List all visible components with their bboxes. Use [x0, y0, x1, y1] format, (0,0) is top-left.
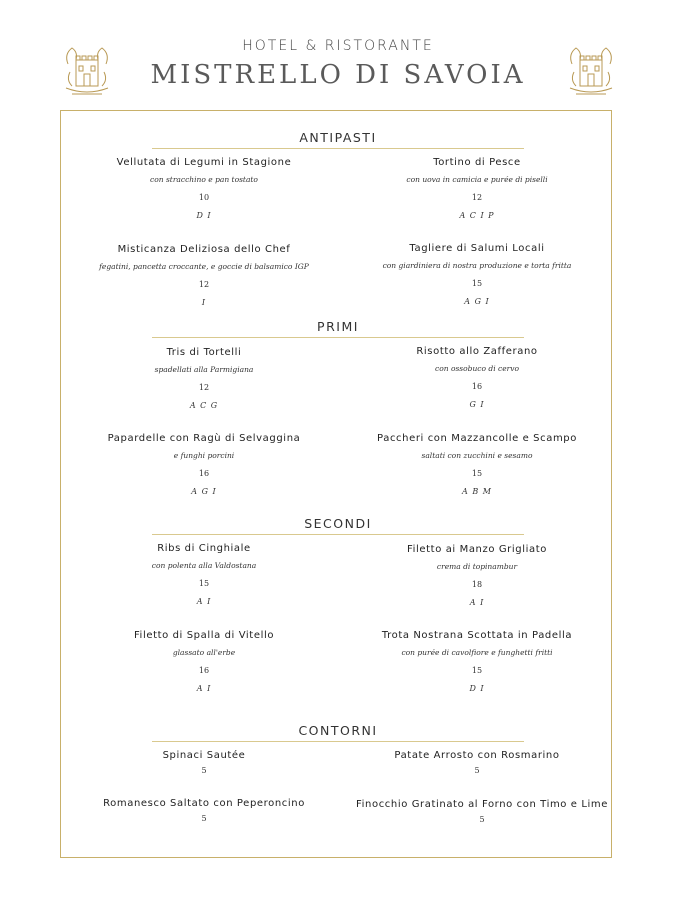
item-allergens: A I — [196, 597, 212, 606]
item-description: con stracchino e pan tostato — [150, 175, 258, 184]
item-name: Tortino di Pesce — [433, 157, 521, 168]
menu-item — [74, 797, 334, 825]
item-allergens: D I — [469, 684, 485, 693]
menu-item — [74, 629, 334, 695]
menu-item — [347, 242, 607, 308]
item-price: 15 — [471, 666, 483, 675]
section-title-antipasti: ANTIPASTI — [299, 130, 377, 145]
item-name: Tagliere di Salumi Locali — [409, 243, 545, 254]
item-allergens: A G I — [464, 297, 490, 306]
menu-item — [347, 629, 607, 695]
item-name: Misticanza Deliziosa dello Chef — [117, 244, 291, 255]
item-description: e funghi porcini — [173, 451, 235, 460]
item-name: Risotto allo Zafferano — [416, 346, 538, 357]
item-name: Spinaci Sautée — [162, 750, 246, 761]
section-divider — [152, 741, 524, 742]
menu-item — [347, 432, 607, 498]
item-name: Trota Nostrana Scottata in Padella — [381, 630, 573, 641]
item-price: 16 — [198, 469, 210, 478]
menu-item — [347, 749, 607, 777]
restaurant-title: MISTRELLO DI SAVOIA — [150, 60, 526, 90]
item-allergens: G I — [469, 400, 485, 409]
menu-item — [337, 798, 627, 826]
item-price: 5 — [201, 814, 207, 823]
item-allergens: A C G — [189, 401, 219, 410]
item-name: Ribs di Cinghiale — [157, 543, 251, 554]
item-description: con uova in camicia e purée di piselli — [406, 175, 548, 184]
hotel-subtitle: HOTEL & RISTORANTE — [242, 38, 434, 54]
item-price: 12 — [471, 193, 483, 202]
menu-item — [74, 542, 334, 608]
item-allergens: A I — [469, 598, 485, 607]
menu-item — [347, 543, 607, 609]
item-name: Patate Arrosto con Rosmarino — [394, 750, 560, 761]
item-name: Filetto ai Manzo Grigliato — [407, 544, 547, 555]
item-price: 12 — [198, 280, 210, 289]
menu-item — [347, 345, 607, 411]
item-description: fegatini, pancetta croccante, e goccie di balsamico IGP — [99, 262, 309, 271]
item-allergens: A G I — [191, 487, 217, 496]
section-divider — [152, 148, 524, 149]
item-name: Tris di Tortelli — [166, 347, 242, 358]
item-price: 15 — [198, 579, 210, 588]
item-name: Vellutata di Legumi in Stagione — [116, 157, 292, 168]
menu-item — [347, 156, 607, 222]
section-divider — [152, 534, 524, 535]
item-allergens: A B M — [462, 487, 492, 496]
section-title-secondi: SECONDI — [304, 516, 372, 531]
item-price: 5 — [479, 815, 485, 824]
item-price: 18 — [471, 580, 483, 589]
item-price: 5 — [201, 766, 207, 775]
item-description: con polenta alla Valdostana — [151, 561, 257, 570]
section-title-contorni: CONTORNI — [298, 723, 378, 738]
menu-item — [74, 749, 334, 777]
item-description: saltati con zucchini e sesamo — [421, 451, 533, 460]
item-description: con purée di cavolfiore e funghetti fritti — [401, 648, 553, 657]
item-name: Finocchio Gratinato al Forno con Timo e Lime — [356, 799, 608, 810]
item-name: Filetto di Spalla di Vitello — [133, 630, 275, 641]
item-description: con ossobuco di cervo — [435, 364, 519, 373]
item-description: con giardiniera di nostra produzione e torta fritta — [382, 261, 572, 270]
item-name: Papardelle con Ragù di Selvaggina — [107, 433, 301, 444]
item-allergens: I — [201, 298, 207, 307]
menu-item — [74, 432, 334, 498]
item-price: 5 — [474, 766, 480, 775]
item-description: spadellati alla Parmigiana — [154, 365, 254, 374]
item-price: 16 — [198, 666, 210, 675]
item-allergens: A I — [196, 684, 212, 693]
item-description: crema di topinambur — [436, 562, 518, 571]
item-price: 16 — [471, 382, 483, 391]
item-description: glassato all'erbe — [172, 648, 236, 657]
menu-item — [74, 346, 334, 412]
item-allergens: D I — [196, 211, 212, 220]
item-price: 10 — [198, 193, 210, 202]
item-allergens: A C I P — [459, 211, 495, 220]
item-price: 15 — [471, 279, 483, 288]
section-title-primi: PRIMI — [317, 319, 359, 334]
section-divider — [152, 337, 524, 338]
item-price: 15 — [471, 469, 483, 478]
menu-item — [74, 156, 334, 222]
item-name: Romanesco Saltato con Peperoncino — [103, 798, 305, 809]
menu-item — [74, 243, 334, 309]
item-price: 12 — [198, 383, 210, 392]
item-name: Paccheri con Mazzancolle e Scampo — [377, 433, 577, 444]
